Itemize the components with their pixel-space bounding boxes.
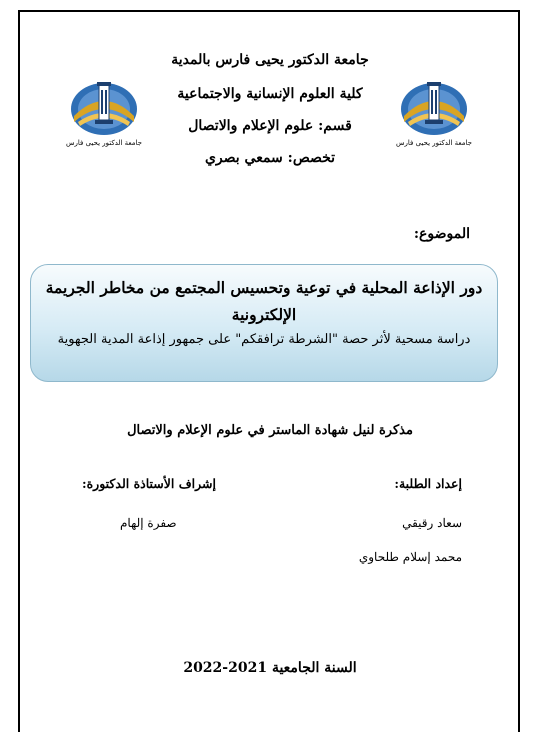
thesis-subtitle: دراسة مسحية لأثر حصة "الشرطة ترافقكم" على جمهور إذاعة المدية الجهوية xyxy=(57,332,471,347)
faculty-name: كلية العلوم الإنسانية والاجتماعية xyxy=(177,86,363,102)
academic-year: السنة الجامعية 2021-2022 xyxy=(183,660,357,676)
supervisor-name: صفرة إلهام xyxy=(120,516,177,530)
thesis-title xyxy=(31,265,497,328)
subject-label: الموضوع: xyxy=(413,226,470,242)
department-name: قسم: علوم الإعلام والاتصال xyxy=(188,118,352,134)
students-label: إعداد الطلبة: xyxy=(394,476,462,491)
university-name: جامعة الدكتور يحيى فارس بالمدية xyxy=(171,52,369,68)
student-name-2: محمد إسلام طلحاوي xyxy=(358,550,462,564)
thesis-title-line2: الإلكترونية xyxy=(231,305,297,324)
student-name-1: سعاد رقيقي xyxy=(402,516,462,530)
memo-statement: مذكرة لنيل شهادة الماستر في علوم الإعلام والاتصال xyxy=(127,423,413,438)
title-box xyxy=(30,264,498,382)
specialty-name: تخصص: سمعي بصري xyxy=(204,150,336,166)
supervisor-label: إشراف الأستاذة الدكتورة: xyxy=(82,476,216,491)
thesis-title-line1: دور الإذاعة المحلية في توعية وتحسيس المجتمع من مخاطر الجريمة xyxy=(45,278,483,297)
logo-caption-right: جامعة الدكتور يحيى فارس xyxy=(395,139,473,147)
logo-caption-left: جامعة الدكتور يحيى فارس xyxy=(65,139,143,147)
